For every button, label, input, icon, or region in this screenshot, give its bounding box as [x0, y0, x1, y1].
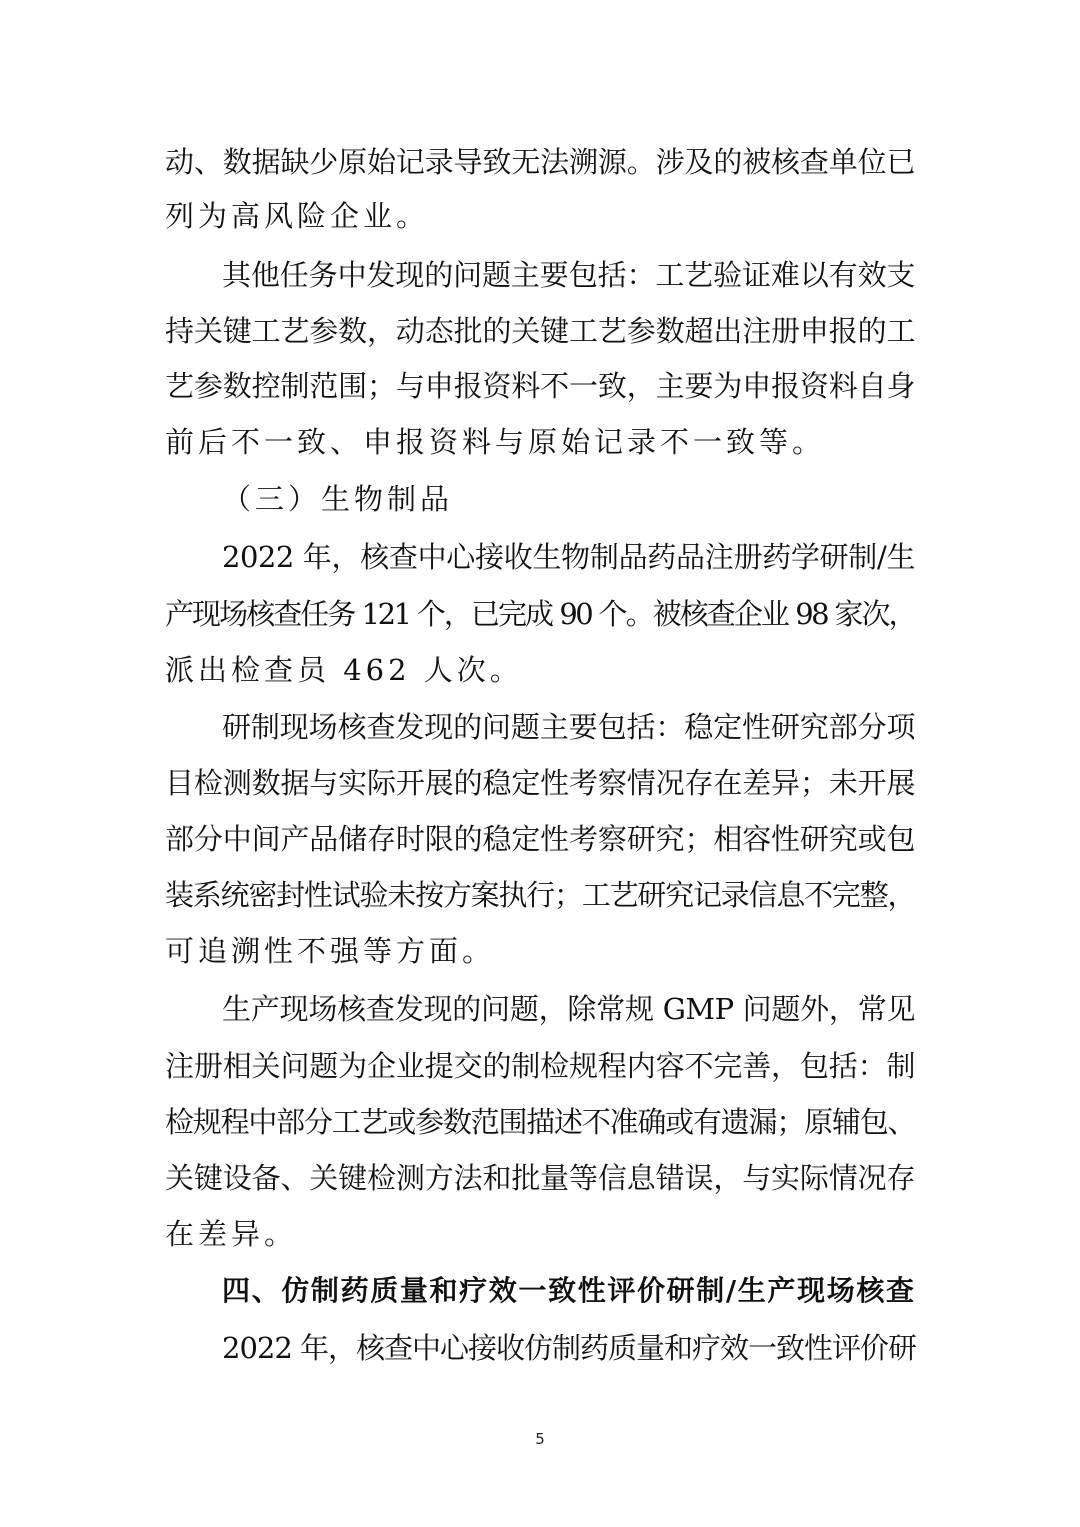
- paragraph-line: 派出检查员 462 人次。: [165, 653, 523, 687]
- section-heading: 四、仿制药质量和疗效一致性评价研制/生产现场核查: [222, 1274, 915, 1307]
- section-subheading: （三）生物制品: [222, 482, 454, 516]
- paragraph-line: 在差异。: [165, 1217, 298, 1251]
- paragraph-line: 前后不一致、申报资料与原始记录不一致等。: [165, 425, 826, 459]
- paragraph-line: 可追溯性不强等方面。: [165, 934, 496, 968]
- paragraph-line: 艺参数控制范围；与申报资料不一致，主要为申报资料自身: [165, 369, 915, 403]
- paragraph-line: 列为高风险企业。: [165, 199, 430, 233]
- paragraph-line: 研制现场核查发现的问题主要包括：稳定性研究部分项: [222, 710, 915, 744]
- paragraph-line: 部分中间产品储存时限的稳定性考察研究；相容性研究或包: [165, 822, 915, 856]
- paragraph-line: 产现场核查任务 121 个，已完成 90 个。被核查企业 98 家次，: [165, 597, 915, 631]
- paragraph-line: 注册相关问题为企业提交的制检规程内容不完善，包括：制: [165, 1049, 915, 1083]
- paragraph-line: 2022 年，核查中心接收生物制品药品注册药学研制/生: [222, 540, 915, 574]
- paragraph-line: 装系统密封性试验未按方案执行；工艺研究记录信息不完整，: [165, 878, 915, 912]
- paragraph-line: 动、数据缺少原始记录导致无法溯源。涉及的被核查单位已: [165, 145, 915, 179]
- paragraph-line: 生产现场核查发现的问题，除常规 GMP 问题外，常见: [222, 992, 915, 1026]
- paragraph-line: 目检测数据与实际开展的稳定性考察情况存在差异；未开展: [165, 766, 915, 800]
- paragraph-line: 2022 年，核查中心接收仿制药质量和疗效一致性评价研: [222, 1331, 917, 1365]
- paragraph-line: 关键设备、关键检测方法和批量等信息错误，与实际情况存: [165, 1161, 915, 1195]
- page-number: 5: [535, 1430, 545, 1448]
- paragraph-line: 持关键工艺参数，动态批的关键工艺参数超出注册申报的工: [165, 314, 915, 348]
- paragraph-line: 检规程中部分工艺或参数范围描述不准确或有遗漏；原辅包、: [165, 1105, 915, 1139]
- paragraph-line: 其他任务中发现的问题主要包括：工艺验证难以有效支: [222, 258, 915, 292]
